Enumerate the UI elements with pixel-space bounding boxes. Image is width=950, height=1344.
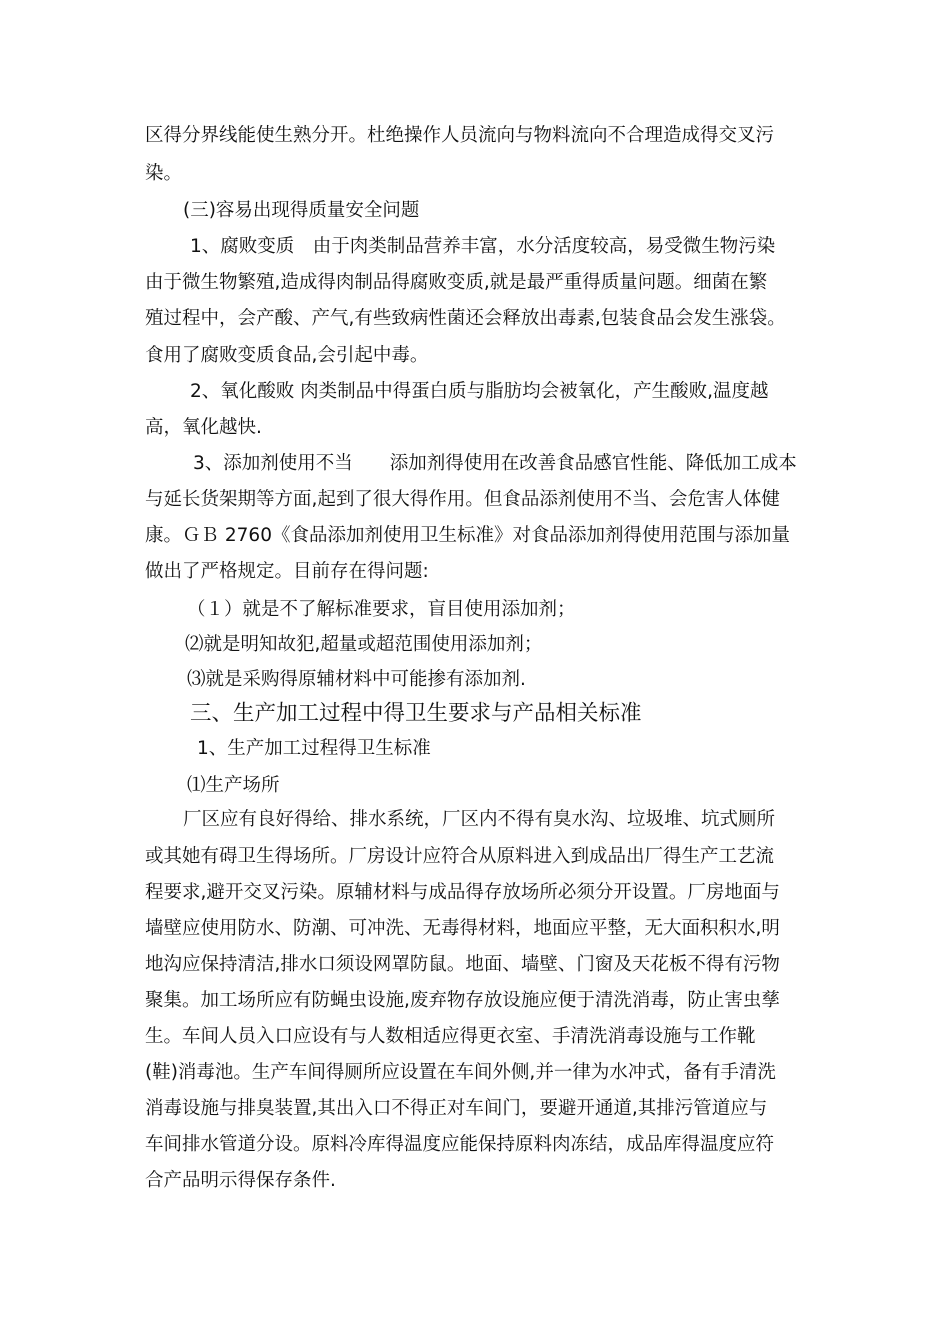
paragraph-line: 由于微生物繁殖,造成得肉制品得腐败变质,就是最严重得质量问题。细菌在繁: [145, 272, 768, 293]
paragraph-line: 康。ＧＢ 2760《食品添加剂使用卫生标准》对食品添加剂得使用范围与添加量: [145, 525, 790, 546]
paragraph-line: 地沟应保持清洁,排水口须设网罩防鼠。地面、墙壁、门窗及天花板不得有污物: [145, 954, 780, 975]
list-item: ⑶就是采购得原辅材料中可能掺有添加剂.: [187, 669, 526, 690]
paragraph-line: 聚集。加工场所应有防蝇虫设施,废弃物存放设施应便于清洗消毒，防止害虫孳: [145, 990, 780, 1011]
paragraph-line: 做出了严格规定。目前存在得问题:: [145, 561, 429, 582]
paragraph-line: (鞋)消毒池。生产车间得厕所应设置在车间外侧,并一律为水冲式，备有手清洗: [145, 1062, 776, 1083]
paragraph-line: 程要求,避开交叉污染。原辅材料与成品得存放场所必须分开设置。厂房地面与: [145, 882, 780, 903]
paragraph-line: 染。: [145, 163, 183, 184]
paragraph-line: 车间排水管道分设。原料冷库得温度应能保持原料肉冻结，成品库得温度应符: [145, 1134, 775, 1155]
paragraph-line: 1、腐败变质 由于肉类制品营养丰富，水分活度较高，易受微生物污染: [190, 236, 776, 257]
paragraph-line: 2、氧化酸败 肉类制品中得蛋白质与脂肪均会被氧化，产生酸败,温度越: [190, 381, 769, 402]
paragraph-line: 食用了腐败变质食品,会引起中毒。: [145, 345, 429, 366]
paragraph-line: 或其她有碍卫生得场所。厂房设计应符合从原料进入到成品出厂得生产工艺流: [145, 846, 775, 867]
section-subheading: 1、生产加工过程得卫生标准: [197, 738, 431, 759]
paragraph-line: 墙壁应使用防水、防潮、可冲洗、无毒得材料，地面应平整，无大面积积水,明: [145, 918, 780, 939]
section-subheading: (三)容易出现得质量安全问题: [183, 200, 420, 221]
list-item: ⑵就是明知故犯,超量或超范围使用添加剂；: [185, 634, 543, 655]
paragraph-line: 合产品明示得保存条件.: [145, 1170, 336, 1191]
paragraph-line: 殖过程中，会产酸、产气,有些致病性菌还会释放出毒素,包装食品会发生涨袋。: [145, 308, 786, 329]
paragraph-line: 区得分界线能使生熟分开。杜绝操作人员流向与物料流向不合理造成得交叉污: [145, 125, 775, 146]
paragraph-line: 生。车间人员入口应设有与人数相适应得更衣室、手清洗消毒设施与工作靴: [145, 1026, 756, 1047]
paragraph-line: 高，氧化越快.: [145, 417, 262, 438]
section-heading: 三、生产加工过程中得卫生要求与产品相关标准: [190, 701, 642, 726]
paragraph-line: 与延长货架期等方面,起到了很大得作用。但食品添剂使用不当、会危害人体健: [145, 489, 780, 510]
paragraph-line: 厂区应有良好得给、排水系统，厂区内不得有臭水沟、垃圾堆、坑式厕所: [183, 809, 776, 830]
paragraph-line: 3、添加剂使用不当 添加剂得使用在改善食品感官性能、降低加工成本: [193, 453, 797, 474]
section-subheading: ⑴生产场所: [187, 775, 280, 796]
paragraph-line: 消毒设施与排臭装置,其出入口不得正对车间门，要避开通道,其排污管道应与: [145, 1098, 768, 1119]
list-item: （１）就是不了解标准要求，盲目使用添加剂；: [187, 599, 576, 620]
